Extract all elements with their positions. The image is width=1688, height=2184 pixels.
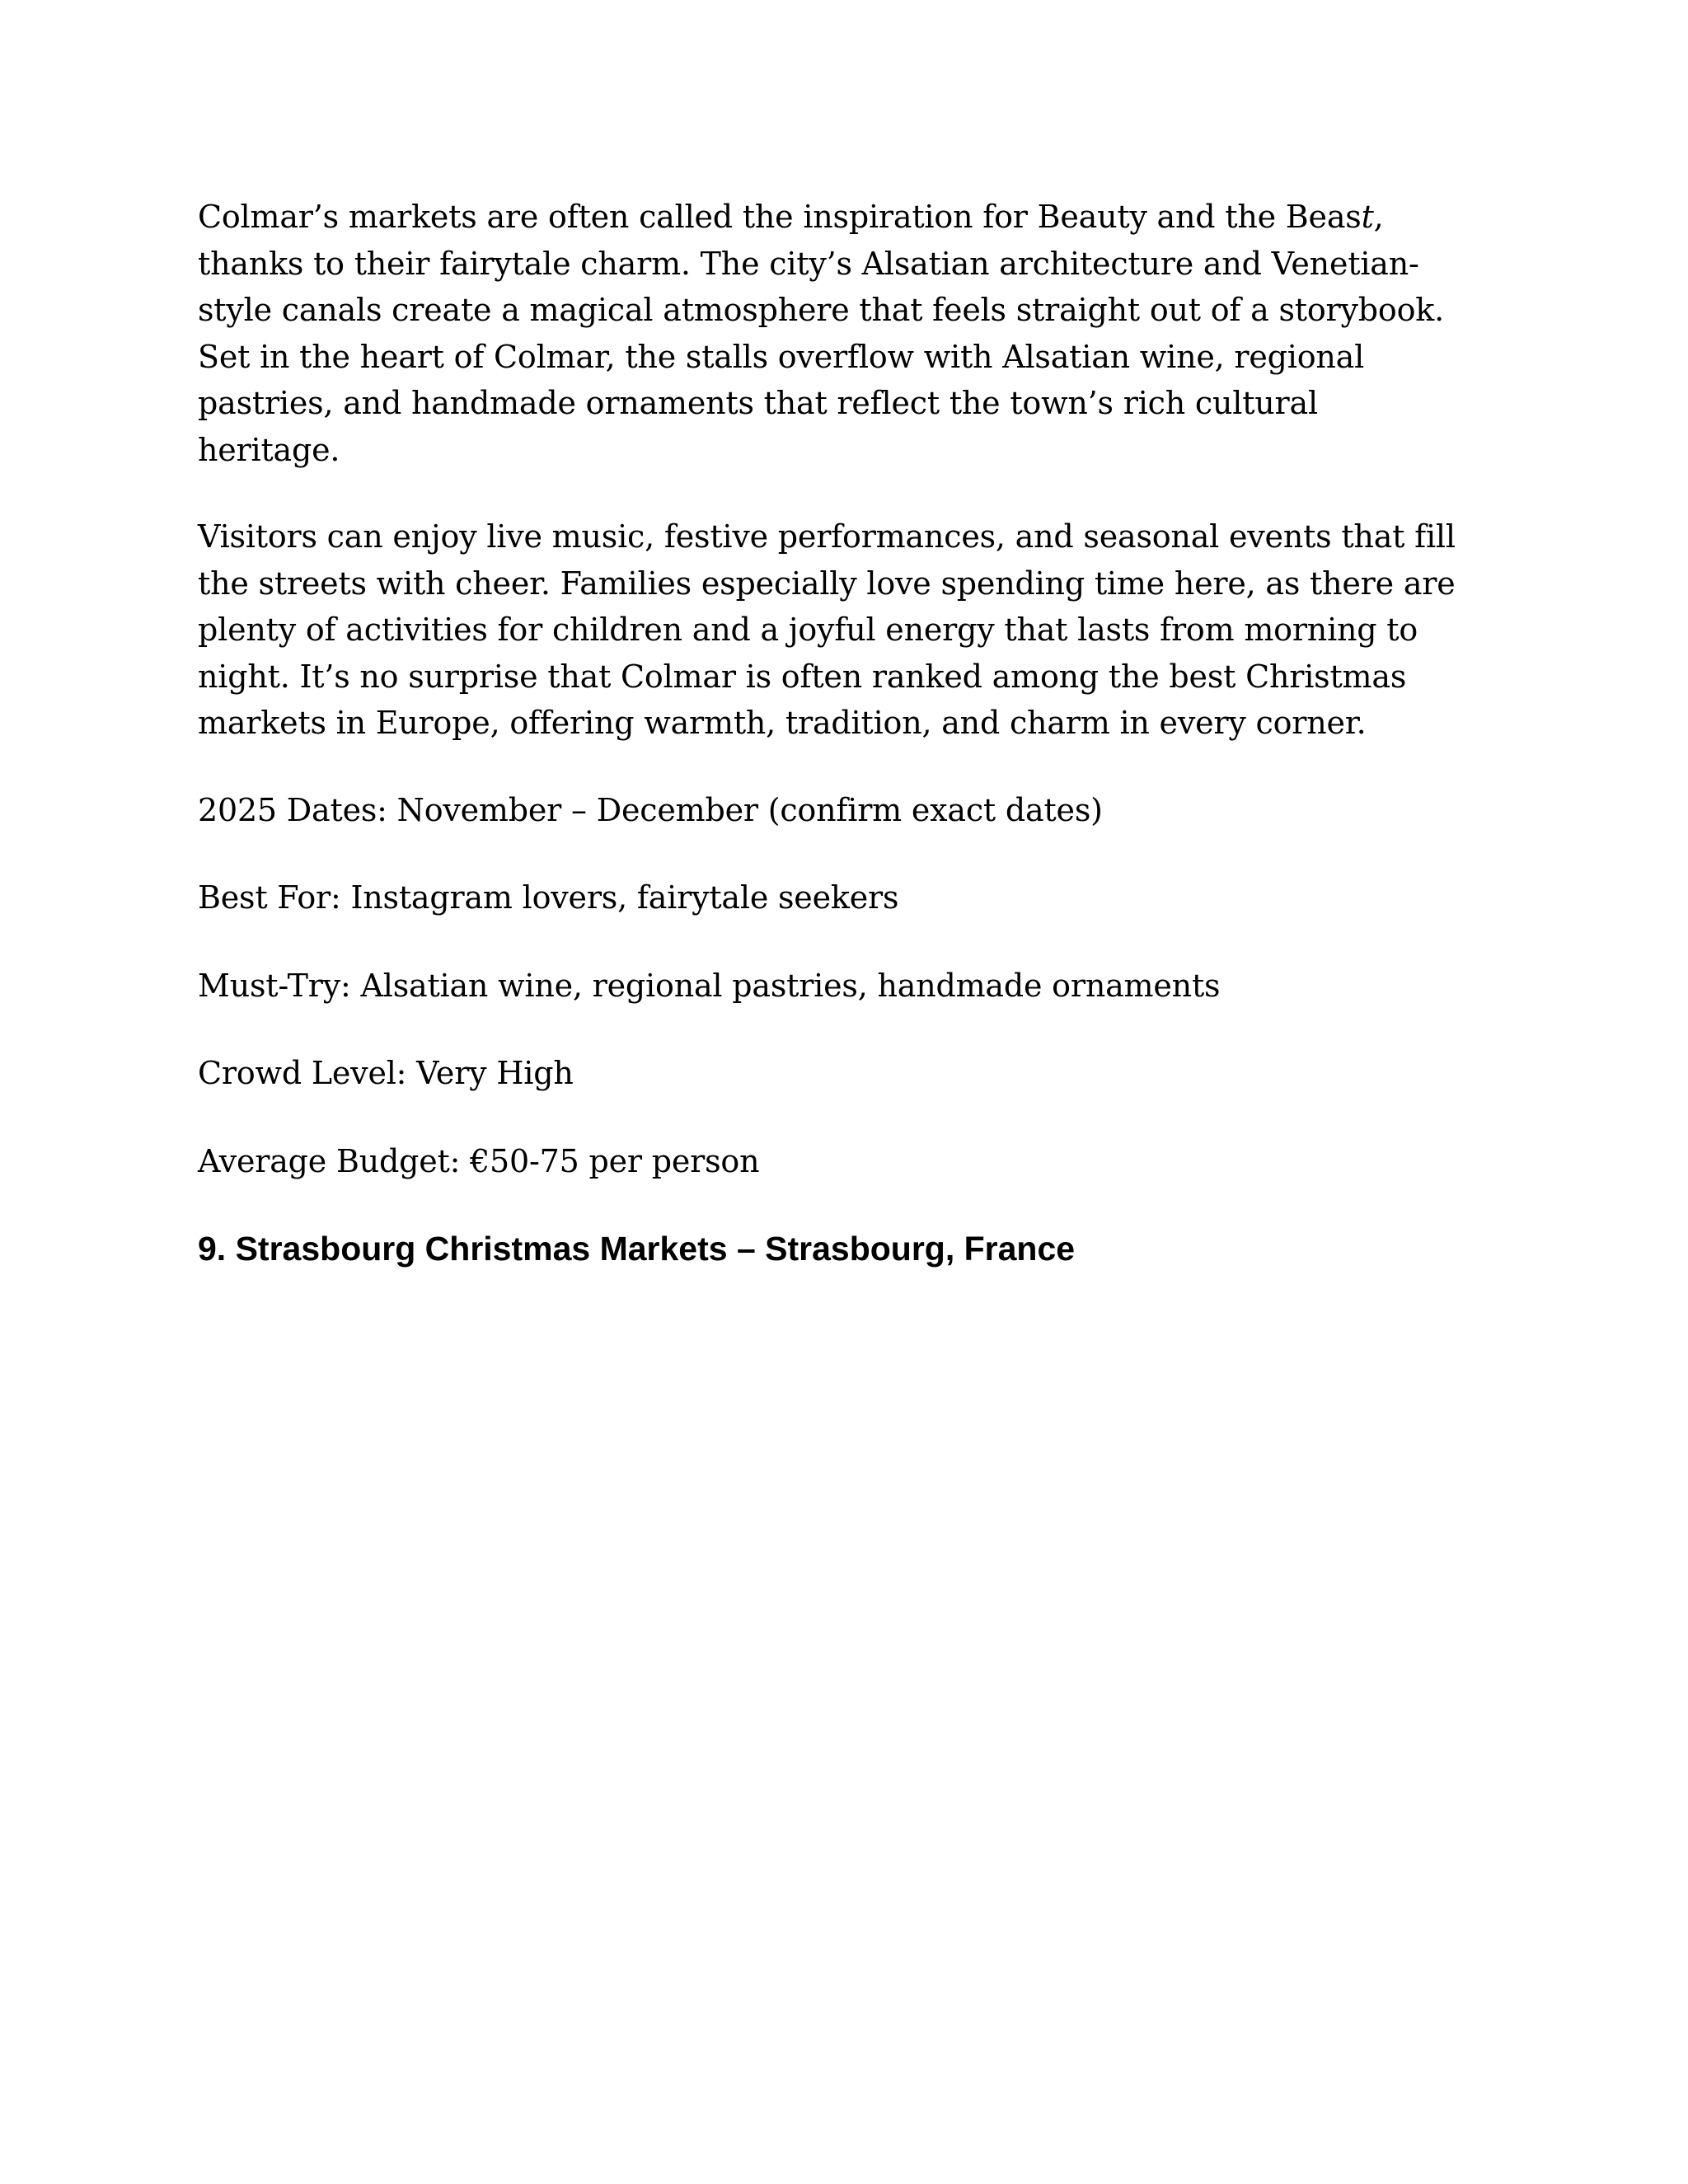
fact-dates: 2025 Dates: November – December (confirm exact dates) [198, 791, 1103, 828]
colmar-visitors-paragraph: Visitors can enjoy live music, festive performances, and seasonal events that fill the streets with cheer. Families especially love spending time here, as there are plenty of activities for children and a joyful energy that lasts from morning to night. It’s no surprise that Colmar is often ranked among the best Christmas markets in Europe, offering warmth, tradition, and charm in every corner. [198, 518, 1456, 741]
page-content [198, 194, 1467, 1272]
paragraph-1-text-a: Colmar’s markets are often called the inspiration for Beauty and the Beas [198, 199, 1362, 235]
colmar-description-paragraph [198, 194, 1467, 473]
paragraph-1-text-b: , thanks to their fairytale charm. The city’s Alsatian architecture and Venetian-style canals create a magical atmosphere that feels straight out of a storybook. Set in the heart of Colmar, the stalls overflow with Alsatian wine, regional pastries, and handmade ornaments that reflect the town’s rich cultural heritage. [198, 199, 1444, 468]
fact-average-budget: Average Budget: €50-75 per person [198, 1142, 760, 1179]
fact-crowd-level: Crowd Level: Very High [198, 1055, 574, 1091]
fact-must-try: Must-Try: Alsatian wine, regional pastries, handmade ornaments [198, 967, 1221, 1004]
fact-best-for: Best For: Instagram lovers, fairytale seekers [198, 879, 899, 916]
section-heading-strasbourg: 9. Strasbourg Christmas Markets – Strasbourg, France [198, 1230, 1076, 1268]
paragraph-1-italic-letter: t [1361, 199, 1374, 235]
